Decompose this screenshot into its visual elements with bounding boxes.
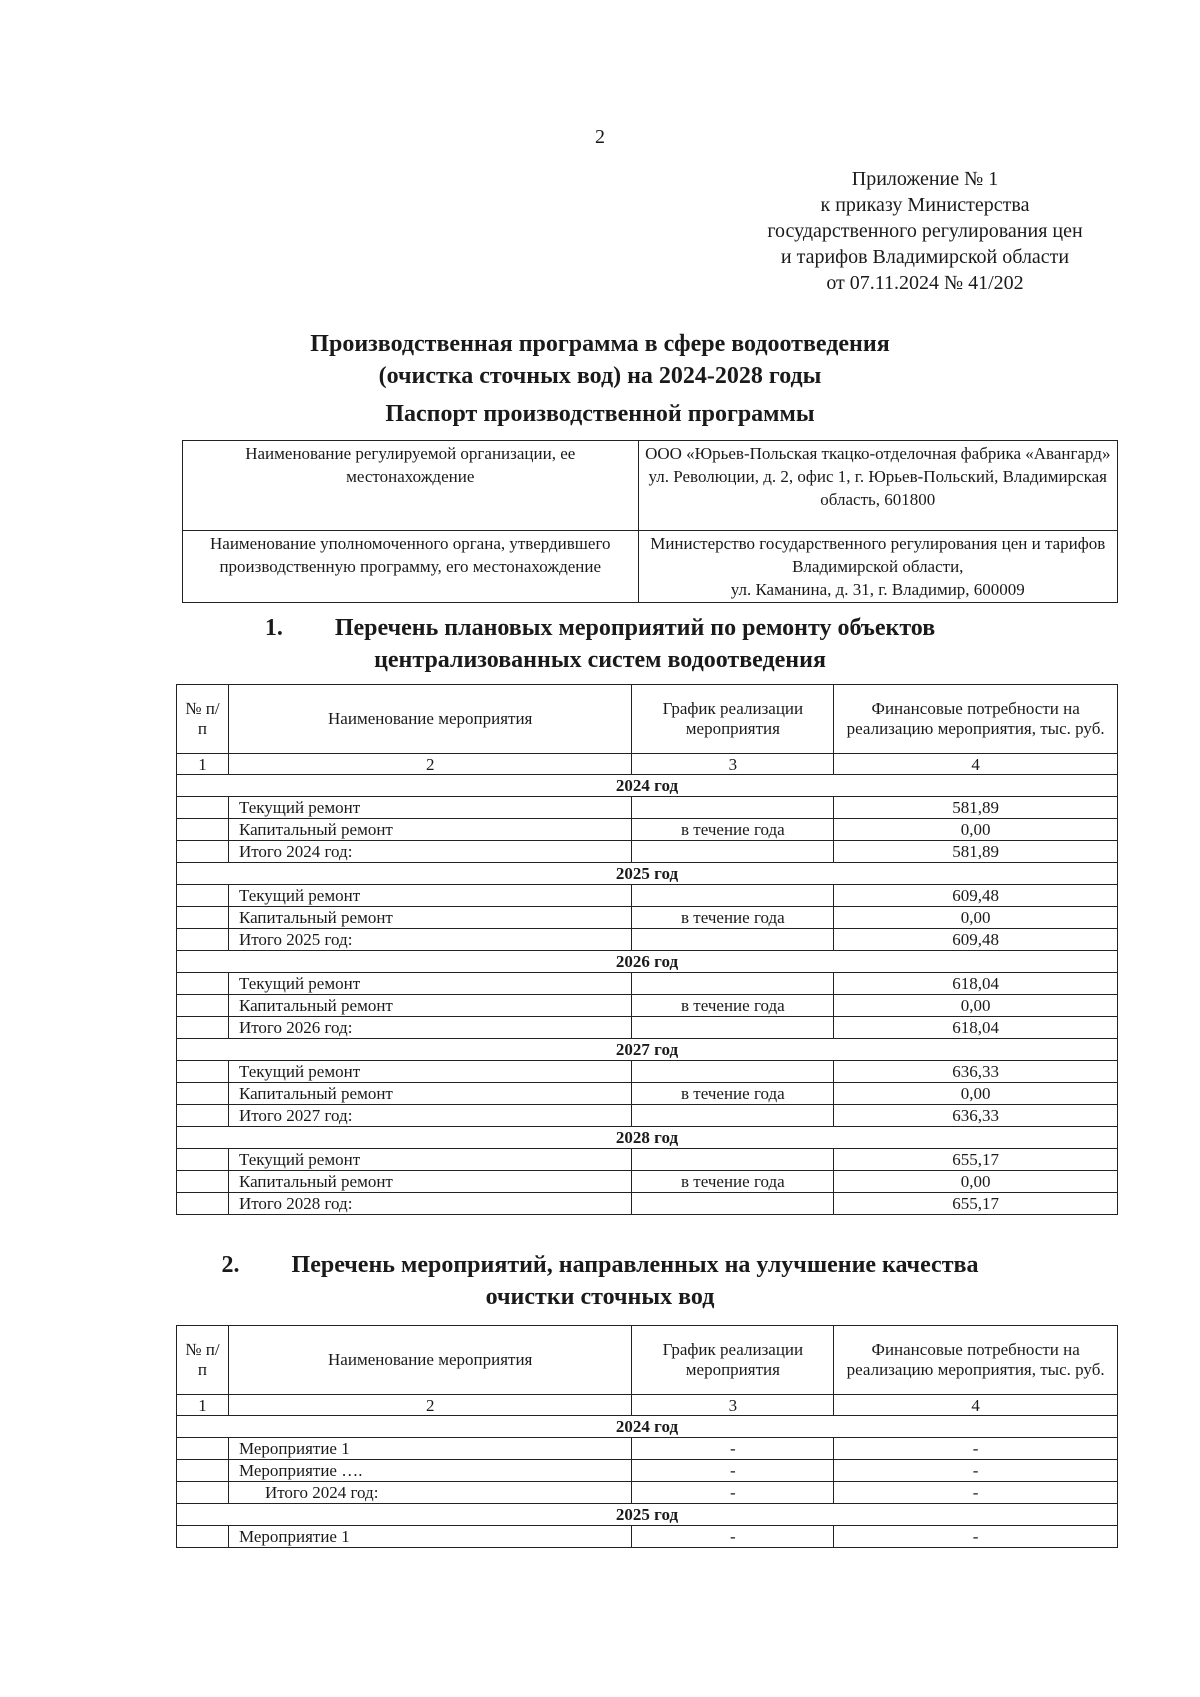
column-number: 4: [834, 754, 1118, 775]
passport-label: Наименование регулируемой организации, ее местонахождение: [183, 441, 639, 531]
measure-schedule: в течение года: [632, 907, 834, 929]
quality-measures-table: [176, 1325, 1118, 1548]
measure-name: Мероприятие 1: [228, 1438, 632, 1460]
measure-schedule: [632, 1017, 834, 1039]
row-number-cell: [177, 1105, 229, 1127]
year-label: 2025 год: [177, 1504, 1118, 1526]
measure-name: Текущий ремонт: [228, 1149, 632, 1171]
document-title: [0, 328, 1200, 392]
measure-name: Капитальный ремонт: [228, 907, 632, 929]
passport-row: [183, 441, 1118, 531]
row-number-cell: [177, 973, 229, 995]
passport-table: [182, 440, 1118, 603]
passport-value-line: ул. Каманина, д. 31, г. Владимир, 600009: [730, 580, 1025, 599]
measure-name: Итого 2027 год:: [228, 1105, 632, 1127]
column-number: 1: [177, 754, 229, 775]
section2-title-line: очистки сточных вод: [485, 1284, 715, 1310]
year-label: 2024 год: [177, 775, 1118, 797]
table-row: [177, 973, 1118, 995]
column-number: 3: [632, 1395, 834, 1416]
table-row: [177, 1193, 1118, 1215]
measure-schedule: -: [632, 1482, 834, 1504]
measure-schedule: -: [632, 1460, 834, 1482]
row-number-cell: [177, 1017, 229, 1039]
table-row: [177, 1105, 1118, 1127]
table-row: [177, 1438, 1118, 1460]
measure-name: Мероприятие ….: [228, 1460, 632, 1482]
measure-finance: 609,48: [834, 885, 1118, 907]
measure-finance: 0,00: [834, 819, 1118, 841]
measure-schedule: в течение года: [632, 819, 834, 841]
passport-label: Наименование уполномоченного органа, утвердившего производственную программу, его местонахождение: [183, 531, 639, 603]
measure-finance: 618,04: [834, 973, 1118, 995]
table-row: [177, 1061, 1118, 1083]
measure-finance: 0,00: [834, 995, 1118, 1017]
row-number-cell: [177, 995, 229, 1017]
passport-value: [638, 441, 1117, 531]
measure-schedule: [632, 841, 834, 863]
measure-name: Текущий ремонт: [228, 885, 632, 907]
measure-schedule: [632, 1149, 834, 1171]
measure-name: Итого 2024 год:: [228, 1482, 632, 1504]
row-number-cell: [177, 1482, 229, 1504]
table-row: [177, 885, 1118, 907]
measure-finance: 609,48: [834, 929, 1118, 951]
row-number-cell: [177, 1061, 229, 1083]
measure-finance: 655,17: [834, 1193, 1118, 1215]
table-row: [177, 841, 1118, 863]
year-row: [177, 1504, 1118, 1526]
section1-title-line: [0, 612, 1200, 644]
column-number: 4: [834, 1395, 1118, 1416]
appendix-line: от 07.11.2024 № 41/202: [826, 272, 1024, 294]
page-number: 2: [595, 126, 605, 148]
row-number-cell: [177, 929, 229, 951]
measure-name: Итого 2028 год:: [228, 1193, 632, 1215]
year-label: 2026 год: [177, 951, 1118, 973]
appendix-block: [735, 166, 1115, 296]
measure-name: Итого 2026 год:: [228, 1017, 632, 1039]
measure-finance: 581,89: [834, 797, 1118, 819]
row-number-cell: [177, 1438, 229, 1460]
measure-finance: 0,00: [834, 907, 1118, 929]
measure-name: Капитальный ремонт: [228, 1171, 632, 1193]
title-line: (очистка сточных вод) на 2024-2028 годы: [378, 363, 822, 389]
measure-finance: 618,04: [834, 1017, 1118, 1039]
row-number-cell: [177, 1149, 229, 1171]
table-row: [177, 1171, 1118, 1193]
header-col-number: № п/п: [177, 1326, 229, 1395]
passport-row: [183, 531, 1118, 603]
measure-schedule: в течение года: [632, 1083, 834, 1105]
measure-finance: -: [834, 1460, 1118, 1482]
table-row: [177, 929, 1118, 951]
year-row: [177, 1416, 1118, 1438]
header-col-finance: Финансовые потребности на реализацию мероприятия, тыс. руб.: [834, 1326, 1118, 1395]
row-number-cell: [177, 1083, 229, 1105]
appendix-line: государственного регулирования цен: [767, 220, 1083, 242]
measure-schedule: -: [632, 1526, 834, 1548]
measure-finance: 581,89: [834, 841, 1118, 863]
measure-finance: -: [834, 1438, 1118, 1460]
column-number-row: [177, 1395, 1118, 1416]
table-row: [177, 1460, 1118, 1482]
section1-title-line: централизованных систем водоотведения: [374, 647, 826, 673]
measure-schedule: [632, 1105, 834, 1127]
table-row: [177, 819, 1118, 841]
title-line: Производственная программа в сфере водоотведения: [310, 331, 890, 357]
passport-heading: Паспорт производственной программы: [385, 401, 815, 427]
section1-heading: [0, 612, 1200, 676]
measure-name: Капитальный ремонт: [228, 995, 632, 1017]
measure-finance: -: [834, 1482, 1118, 1504]
appendix-line: Приложение № 1: [851, 168, 999, 190]
measure-finance: 0,00: [834, 1083, 1118, 1105]
measure-finance: 655,17: [834, 1149, 1118, 1171]
passport-value-line: ООО «Юрьев-Польская ткацко-отделочная фабрика «Авангард»: [645, 444, 1111, 463]
row-number-cell: [177, 885, 229, 907]
row-number-cell: [177, 907, 229, 929]
header-col-finance: Финансовые потребности на реализацию мероприятия, тыс. руб.: [834, 685, 1118, 754]
passport-value: [638, 531, 1117, 603]
row-number-cell: [177, 1193, 229, 1215]
header-col-name: Наименование мероприятия: [228, 1326, 632, 1395]
table-row: [177, 995, 1118, 1017]
measure-finance: 636,33: [834, 1061, 1118, 1083]
column-number-row: [177, 754, 1118, 775]
measure-schedule: в течение года: [632, 995, 834, 1017]
measure-schedule: [632, 1061, 834, 1083]
column-number: 2: [228, 1395, 632, 1416]
section2-heading: [0, 1249, 1200, 1313]
section1-number: 1.: [264, 615, 283, 641]
header-col-number: № п/п: [177, 685, 229, 754]
measure-schedule: [632, 973, 834, 995]
measure-schedule: в течение года: [632, 1171, 834, 1193]
year-row: [177, 1039, 1118, 1061]
measure-schedule: [632, 1193, 834, 1215]
table-row: [177, 907, 1118, 929]
measure-name: Капитальный ремонт: [228, 819, 632, 841]
measure-schedule: [632, 885, 834, 907]
year-row: [177, 863, 1118, 885]
table-header-row: [177, 1326, 1118, 1395]
section1-title: Перечень плановых мероприятий по ремонту объектов: [334, 615, 936, 641]
year-row: [177, 775, 1118, 797]
section2-title: Перечень мероприятий, направленных на улучшение качества: [291, 1252, 979, 1278]
row-number-cell: [177, 841, 229, 863]
section2-title-line: [0, 1249, 1200, 1281]
section2-number: 2.: [221, 1252, 240, 1278]
measure-name: Текущий ремонт: [228, 1061, 632, 1083]
header-col-name: Наименование мероприятия: [228, 685, 632, 754]
measure-finance: -: [834, 1526, 1118, 1548]
row-number-cell: [177, 819, 229, 841]
measure-finance: 636,33: [834, 1105, 1118, 1127]
row-number-cell: [177, 1526, 229, 1548]
measure-name: Мероприятие 1: [228, 1526, 632, 1548]
row-number-cell: [177, 1171, 229, 1193]
table-row: [177, 1083, 1118, 1105]
header-col-schedule: График реализации мероприятия: [632, 1326, 834, 1395]
column-number: 2: [228, 754, 632, 775]
table-row: [177, 1149, 1118, 1171]
table-header-row: [177, 685, 1118, 754]
table-row: [177, 1482, 1118, 1504]
measure-finance: 0,00: [834, 1171, 1118, 1193]
appendix-line: к приказу Министерства: [820, 194, 1030, 216]
passport-value-line: Министерство государственного регулирования цен и тарифов Владимирской области,: [650, 534, 1106, 576]
repair-plan-table: [176, 684, 1118, 1215]
measure-name: Итого 2024 год:: [228, 841, 632, 863]
year-label: 2027 год: [177, 1039, 1118, 1061]
measure-name: Итого 2025 год:: [228, 929, 632, 951]
header-col-schedule: График реализации мероприятия: [632, 685, 834, 754]
column-number: 3: [632, 754, 834, 775]
year-label: 2024 год: [177, 1416, 1118, 1438]
table-row: [177, 1526, 1118, 1548]
year-row: [177, 1127, 1118, 1149]
column-number: 1: [177, 1395, 229, 1416]
row-number-cell: [177, 1460, 229, 1482]
measure-schedule: [632, 929, 834, 951]
passport-value-line: ул. Революции, д. 2, офис 1, г. Юрьев-Польский, Владимирская область, 601800: [648, 467, 1107, 509]
row-number-cell: [177, 797, 229, 819]
year-label: 2025 год: [177, 863, 1118, 885]
measure-schedule: [632, 797, 834, 819]
year-label: 2028 год: [177, 1127, 1118, 1149]
table-row: [177, 797, 1118, 819]
table-row: [177, 1017, 1118, 1039]
measure-schedule: -: [632, 1438, 834, 1460]
measure-name: Текущий ремонт: [228, 973, 632, 995]
appendix-line: и тарифов Владимирской области: [780, 246, 1070, 268]
measure-name: Текущий ремонт: [228, 797, 632, 819]
year-row: [177, 951, 1118, 973]
measure-name: Капитальный ремонт: [228, 1083, 632, 1105]
